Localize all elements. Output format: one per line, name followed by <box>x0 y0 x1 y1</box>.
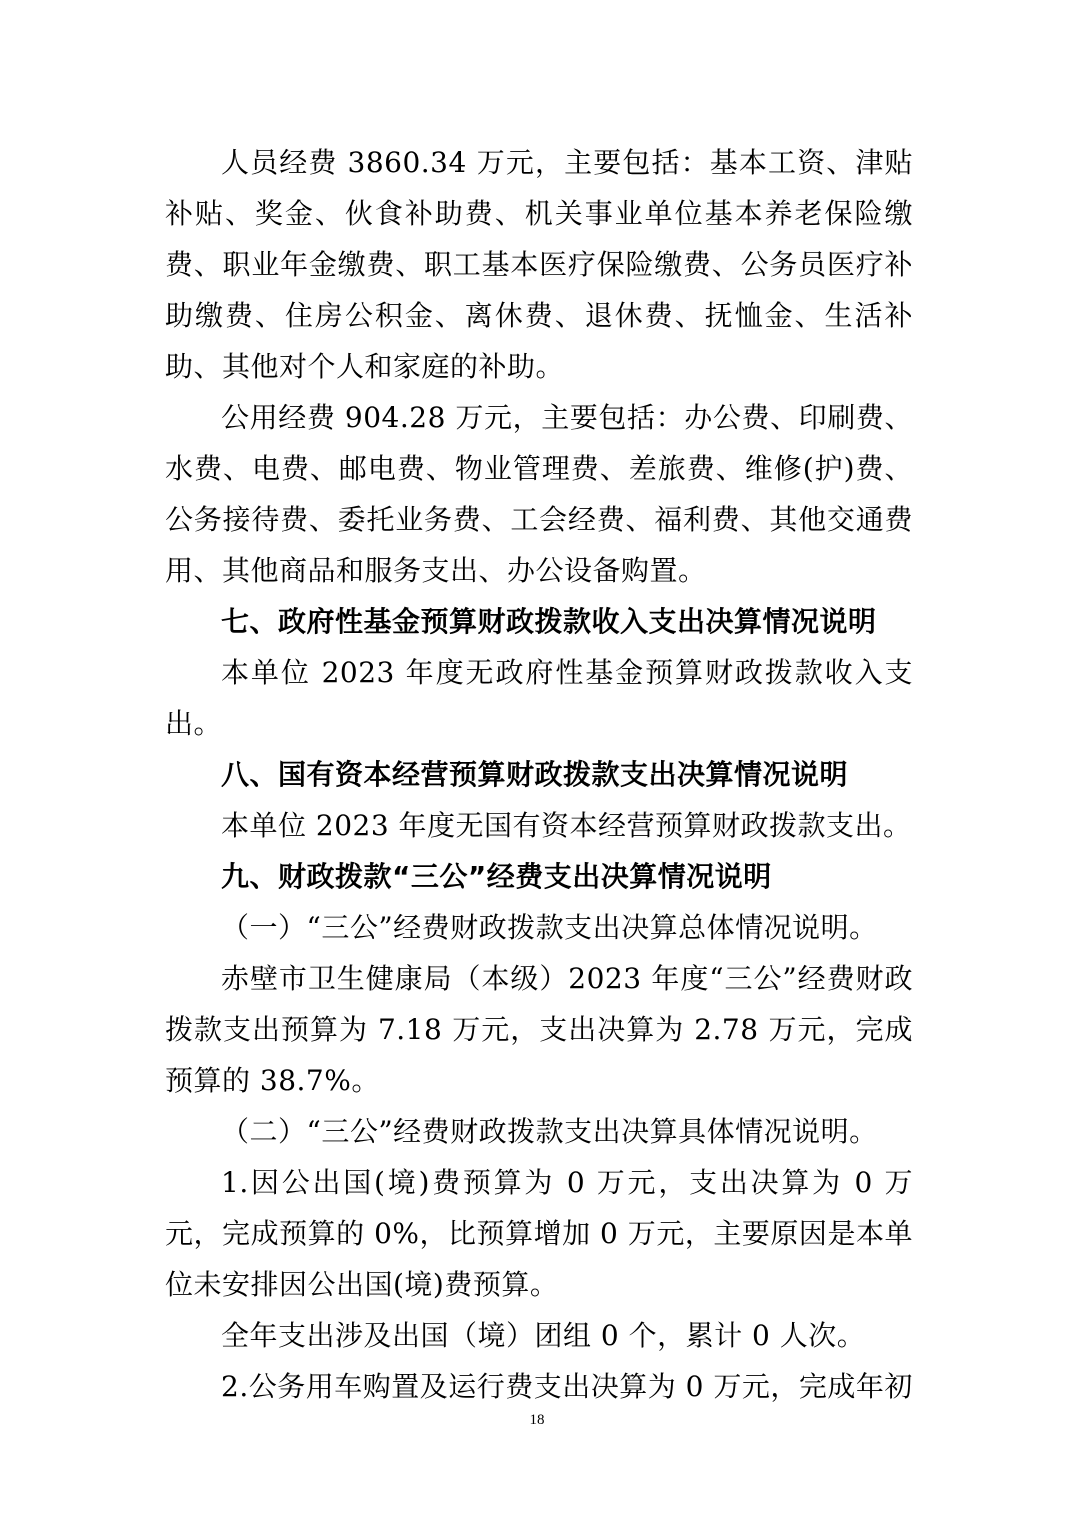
paragraph-section-8: 本单位 2023 年度无国有资本经营预算财政拨款支出。 <box>221 809 912 842</box>
subsection-heading-2: （二）“三公”经费财政拨款支出决算具体情况说明。 <box>221 1115 878 1148</box>
section-heading-7: 七、政府性基金预算财政拨款收入支出决算情况说明 <box>221 605 877 638</box>
section-heading-9: 九、财政拨款“三公”经费支出决算情况说明 <box>221 860 772 893</box>
paragraph-overseas-groups: 全年支出涉及出国（境）团组 0 个，累计 0 人次。 <box>221 1319 866 1352</box>
document-body <box>165 137 913 1412</box>
paragraph-public-expenses: 公用经费 904.28 万元，主要包括：办公费、印刷费、水费、电费、邮电费、物业管理费、差旅费、维修(护)费、公务接待费、委托业务费、工会经费、福利费、其他交通费用、其他商品和服务支出、办公设备购置。 <box>165 401 913 587</box>
paragraph-overall: 赤壁市卫生健康局（本级）2023 年度“三公”经费财政拨款支出预算为 7.18 万元，支出决算为 2.78 万元，完成预算的 38.7%。 <box>165 962 913 1097</box>
page-number: 18 <box>529 1412 545 1428</box>
paragraph-overseas-travel: 1.因公出国(境)费预算为 0 万元，支出决算为 0 万元，完成预算的 0%，比预算增加 0 万元，主要原因是本单位未安排因公出国(境)费预算。 <box>165 1166 913 1301</box>
paragraph-official-vehicles: 2.公务用车购置及运行费支出决算为 0 万元，完成年初 <box>221 1370 913 1403</box>
subsection-heading-1: （一）“三公”经费财政拨款支出决算总体情况说明。 <box>221 911 878 944</box>
paragraph-personnel-expenses: 人员经费 3860.34 万元，主要包括：基本工资、津贴补贴、奖金、伙食补助费、机关事业单位基本养老保险缴费、职业年金缴费、职工基本医疗保险缴费、公务员医疗补助缴费、住房公积金、离休费、退休费、抚恤金、生活补助、其他对个人和家庭的补助。 <box>165 146 913 383</box>
paragraph-section-7: 本单位 2023 年度无政府性基金预算财政拨款收入支出。 <box>165 656 913 740</box>
section-heading-8: 八、国有资本经营预算财政拨款支出决算情况说明 <box>221 758 849 791</box>
